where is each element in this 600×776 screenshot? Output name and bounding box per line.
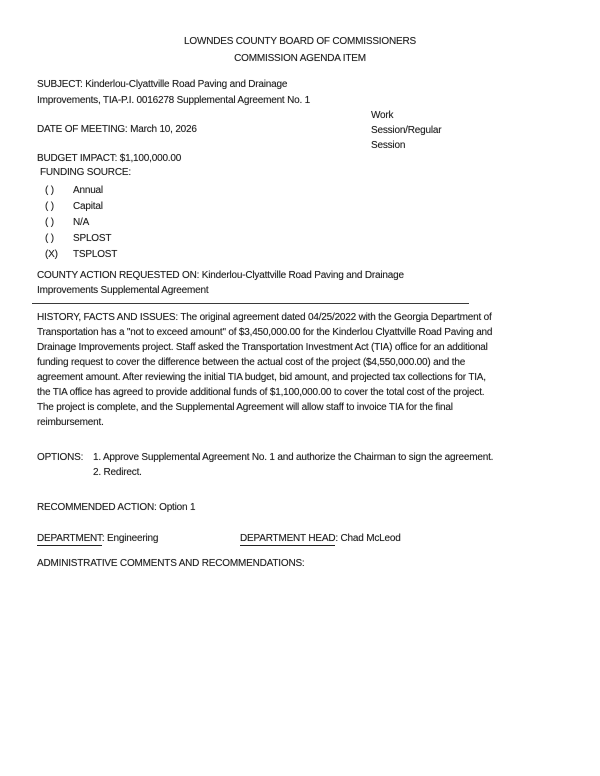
funding-option-na: [45, 215, 117, 231]
funding-option-label: SPLOST: [73, 233, 112, 244]
options-label: OPTIONS:: [37, 452, 84, 463]
header-title-line-1: LOWNDES COUNTY BOARD OF COMMISSIONERS: [184, 36, 416, 47]
history-line: Transportation has a "not to exceed amount" of $3,450,000.00 for the Kinderlou Clyattville Road Paving and: [37, 327, 493, 338]
session-type-block: [371, 108, 441, 153]
history-line: funding request to cover the difference between the actual cost of the project ($4,550,000.00) and the: [37, 357, 466, 368]
funding-option-annual: [45, 183, 117, 199]
checkbox-annual: ( ): [45, 185, 54, 196]
department-label: DEPARTMENT: [37, 533, 102, 544]
funding-source-list: [45, 183, 117, 263]
county-action-line-2: Improvements Supplemental Agreement: [37, 285, 209, 296]
funding-option-label: TSPLOST: [73, 249, 118, 260]
funding-source-label: FUNDING SOURCE:: [40, 167, 131, 178]
funding-option-capital: [45, 199, 117, 215]
checkbox-na: ( ): [45, 217, 54, 228]
budget-impact: BUDGET IMPACT: $1,100,000.00: [37, 153, 182, 164]
options-items: [93, 450, 493, 480]
recommended-action: RECOMMENDED ACTION: Option 1: [37, 502, 196, 513]
checkbox-tsplost-checked: (X): [45, 249, 58, 260]
county-action-line-1: COUNTY ACTION REQUESTED ON: Kinderlou-Clyattville Road Paving and Drainage: [37, 270, 404, 281]
department-head-field: [240, 533, 401, 544]
checkbox-capital: ( ): [45, 201, 54, 212]
funding-option-label: Annual: [73, 185, 103, 196]
subject-line-1: SUBJECT: Kinderlou-Clyattville Road Paving and Drainage: [37, 79, 288, 90]
history-line: Drainage Improvements project. Staff asked the Transportation Investment Act (TIA) office for an additional: [37, 342, 488, 353]
department-value: : Engineering: [101, 533, 159, 544]
department-head-label: DEPARTMENT HEAD: [240, 533, 336, 544]
meeting-date: DATE OF MEETING: March 10, 2026: [37, 124, 197, 135]
funding-option-tsplost: [45, 247, 117, 263]
session-line-2: Session/Regular: [371, 125, 442, 136]
option-item-2: 2. Redirect.: [93, 467, 142, 478]
department-head-value: : Chad McLeod: [335, 533, 401, 544]
option-item-1: 1. Approve Supplemental Agreement No. 1 and authorize the Chairman to sign the agreement.: [93, 452, 494, 463]
history-line: the TIA office has agreed to provide additional funds of $1,100,000.00 to cover the total cost of the project.: [37, 387, 485, 398]
session-line-1: Work: [371, 110, 394, 121]
department-row: [0, 533, 600, 548]
document-header: [0, 33, 600, 67]
funding-option-label: Capital: [73, 201, 103, 212]
session-line-3: Session: [371, 140, 406, 151]
history-facts-issues-section: [37, 310, 492, 430]
subject-section: [37, 77, 310, 108]
history-line: The project is complete, and the Supplemental Agreement will allow staff to invoice TIA for the final: [37, 402, 453, 413]
administrative-comments-label: ADMINISTRATIVE COMMENTS AND RECOMMENDATIONS:: [37, 558, 305, 569]
horizontal-rule: [32, 303, 469, 304]
funding-option-label: N/A: [73, 217, 90, 228]
subject-line-2: Improvements, TIA-P.I. 0016278 Supplemental Agreement No. 1: [37, 94, 310, 106]
history-line: HISTORY, FACTS AND ISSUES: The original agreement dated 04/25/2022 with the Georgia Department of: [37, 312, 492, 323]
department-field: [37, 533, 158, 544]
checkbox-splost: ( ): [45, 233, 54, 244]
funding-option-splost: [45, 231, 117, 247]
history-line: agreement amount. After reviewing the initial TIA budget, bid amount, and projected tax collections for TIA,: [37, 372, 486, 383]
header-title-line-2: COMMISSION AGENDA ITEM: [234, 53, 366, 64]
history-line: reimbursement.: [37, 417, 104, 428]
options-section: [37, 450, 493, 480]
county-action-section: [37, 268, 404, 298]
